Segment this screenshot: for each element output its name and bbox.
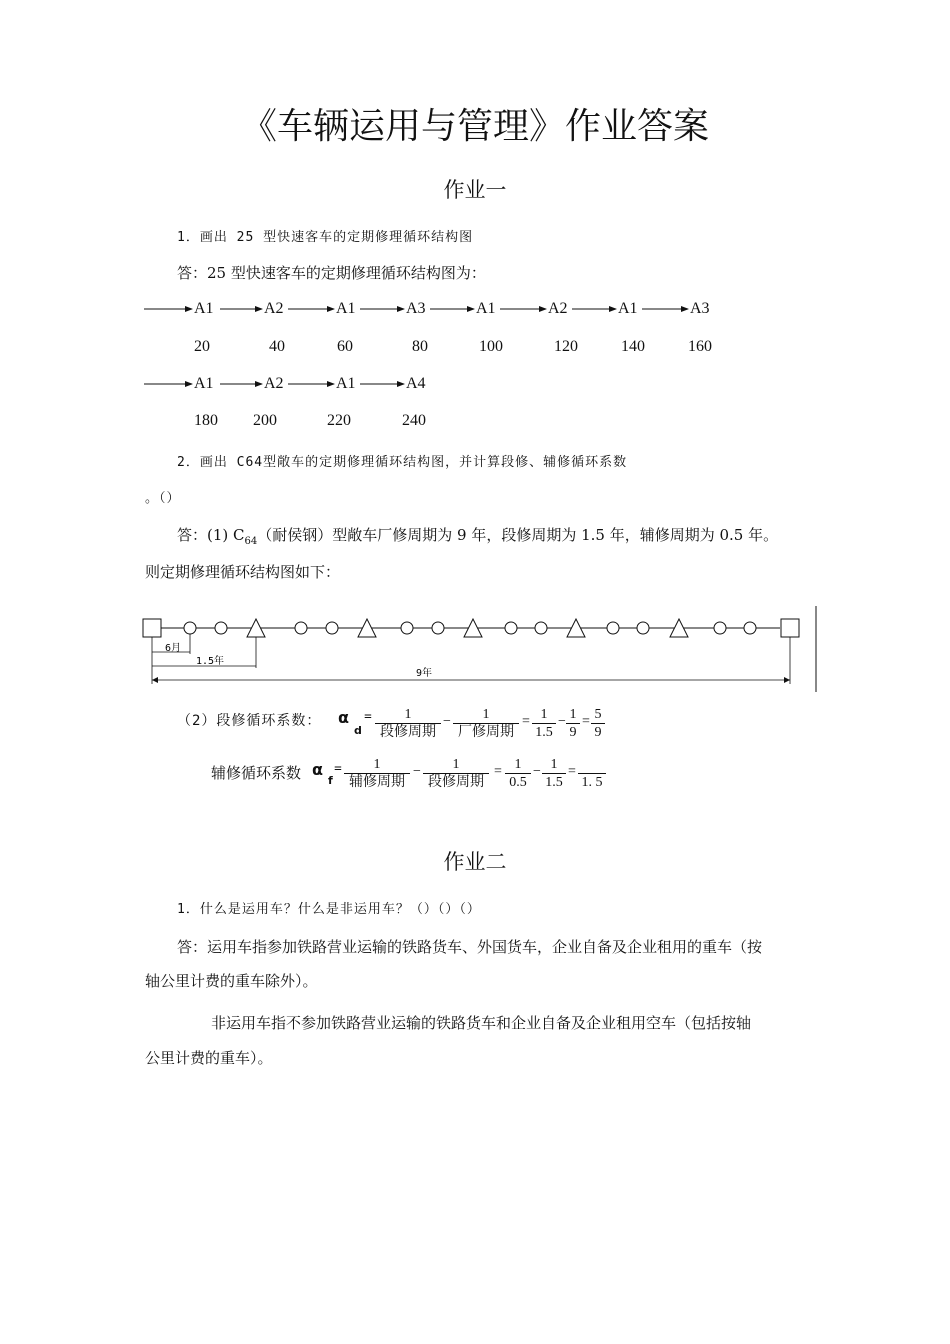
aux-repair-circle xyxy=(535,622,547,634)
hw1-question-2: 2．画出 C64型敞车的定期修理循环结构图，并计算段修、辅修循环系数 xyxy=(177,455,628,470)
fraction: 1 段修周期 xyxy=(375,706,441,742)
chain-1-node: A1 xyxy=(336,300,356,317)
fraction: $\frac{5}{9}$ xyxy=(591,706,605,742)
chain-2-arrows xyxy=(140,371,440,397)
mileage: 80 xyxy=(412,338,428,355)
mileage: 20 xyxy=(194,338,210,355)
minus: − xyxy=(443,714,451,729)
minus: − xyxy=(558,714,566,729)
label-6-months: 6月 xyxy=(165,643,182,654)
chain-1-node: A3 xyxy=(406,300,426,317)
aux-repair-circle xyxy=(432,622,444,634)
alpha-symbol: α xyxy=(338,708,349,727)
formula-2-prefix: 辅修循环系数 xyxy=(211,764,302,782)
equals: = xyxy=(334,762,342,777)
fraction: $\frac{1}{0.5}$ xyxy=(505,756,531,792)
hw1-answer-2-line2: 则定期修理循环结构图如下： xyxy=(145,563,341,581)
hw2-answer-line-4: 公里计费的重车）。 xyxy=(145,1049,273,1067)
aux-repair-circle xyxy=(607,622,619,634)
fraction: 1 辅修周期 xyxy=(344,756,410,792)
alpha-symbol: α xyxy=(312,760,323,779)
mileage: 140 xyxy=(621,338,645,355)
aux-repair-circle xyxy=(637,622,649,634)
chain-1-node: A1 xyxy=(194,300,214,317)
mileage: 200 xyxy=(253,412,277,429)
chain-1-node: A1 xyxy=(476,300,496,317)
minus: − xyxy=(413,764,421,779)
hw2-question-1: 1．什么是运用车？什么是非运用车？（）（）（） xyxy=(177,902,481,917)
mileage: 40 xyxy=(269,338,285,355)
chain-2-node: A2 xyxy=(264,375,284,392)
equals: = xyxy=(582,714,590,729)
label-9-years: 9年 xyxy=(416,668,433,679)
mileage: 100 xyxy=(479,338,503,355)
hw2-answer-line-1: 答：运用车指参加铁路营业运输的铁路货车、外国货车，企业自备及企业租用的重车（按 xyxy=(177,938,763,956)
hw1-question-2-cont: 。（） xyxy=(145,491,181,506)
hw1-question-1: 1．画出 25 型快速客车的定期修理循环结构图 xyxy=(177,230,474,245)
answer-2-text: （耐侯钢）型敞车厂修周期为 9 年，段修周期为 1.5 年，辅修周期为 0.5 年。 xyxy=(257,526,779,544)
aux-repair-circle xyxy=(184,622,196,634)
aux-repair-circle xyxy=(295,622,307,634)
aux-repair-circle xyxy=(505,622,517,634)
repair-cycle-diagram xyxy=(140,600,830,696)
hw2-answer-line-2: 轴公里计费的重车除外）。 xyxy=(145,972,318,990)
fraction: $\frac{1}{1.5}$ xyxy=(532,706,556,742)
aux-repair-circle xyxy=(714,622,726,634)
chain-2-node: A4 xyxy=(406,375,426,392)
answer-2-subscript: 64 xyxy=(244,536,258,547)
fraction: $\frac{1}{9}$ xyxy=(566,706,580,742)
aux-repair-circle xyxy=(401,622,413,634)
equals: = xyxy=(522,714,530,729)
mileage: 160 xyxy=(688,338,712,355)
minus: − xyxy=(533,764,541,779)
fraction: 1 段修周期 xyxy=(423,756,489,792)
hw1-heading: 作业一 xyxy=(443,178,507,202)
chain-2-node: A1 xyxy=(194,375,214,392)
hw2-answer-line-3: 非运用车指不参加铁路营业运输的铁路货车和企业自备及企业租用空车（包括按轴 xyxy=(211,1014,752,1032)
document-title: 《车辆运用与管理》作业答案 xyxy=(240,106,709,147)
formula-1-prefix: （2）段修循环系数： xyxy=(177,713,322,729)
answer-2-prefix: 答：(1) C xyxy=(177,526,245,544)
mileage: 240 xyxy=(402,412,426,429)
mileage: 180 xyxy=(194,412,218,429)
alpha-subscript: f xyxy=(328,774,333,787)
alpha-subscript: d xyxy=(354,724,362,737)
mileage: 60 xyxy=(337,338,353,355)
hw1-answer-1: 答：25 型快速客车的定期修理循环结构图为： xyxy=(177,264,486,282)
chain-1-node: A2 xyxy=(548,300,568,317)
equals: = xyxy=(568,764,576,779)
equals: = xyxy=(494,764,502,779)
mileage: 120 xyxy=(554,338,578,355)
chain-2-node: A1 xyxy=(336,375,356,392)
fraction: $\frac{1}{1.5}$ xyxy=(542,756,566,792)
aux-repair-circle xyxy=(215,622,227,634)
mileage: 220 xyxy=(327,412,351,429)
factory-repair-square xyxy=(143,619,161,637)
fraction: 1 厂修周期 xyxy=(453,706,519,742)
equals: = xyxy=(364,710,372,725)
chain-1-node: A1 xyxy=(618,300,638,317)
hw2-heading: 作业二 xyxy=(443,850,507,874)
factory-repair-square xyxy=(781,619,799,637)
label-1-5-years: 1.5年 xyxy=(196,656,225,667)
chain-1-node: A3 xyxy=(690,300,710,317)
hw1-answer-2 xyxy=(177,524,778,547)
fraction: 1. 5 xyxy=(578,756,606,792)
aux-repair-circle xyxy=(326,622,338,634)
chain-1-node: A2 xyxy=(264,300,284,317)
aux-repair-circle xyxy=(744,622,756,634)
